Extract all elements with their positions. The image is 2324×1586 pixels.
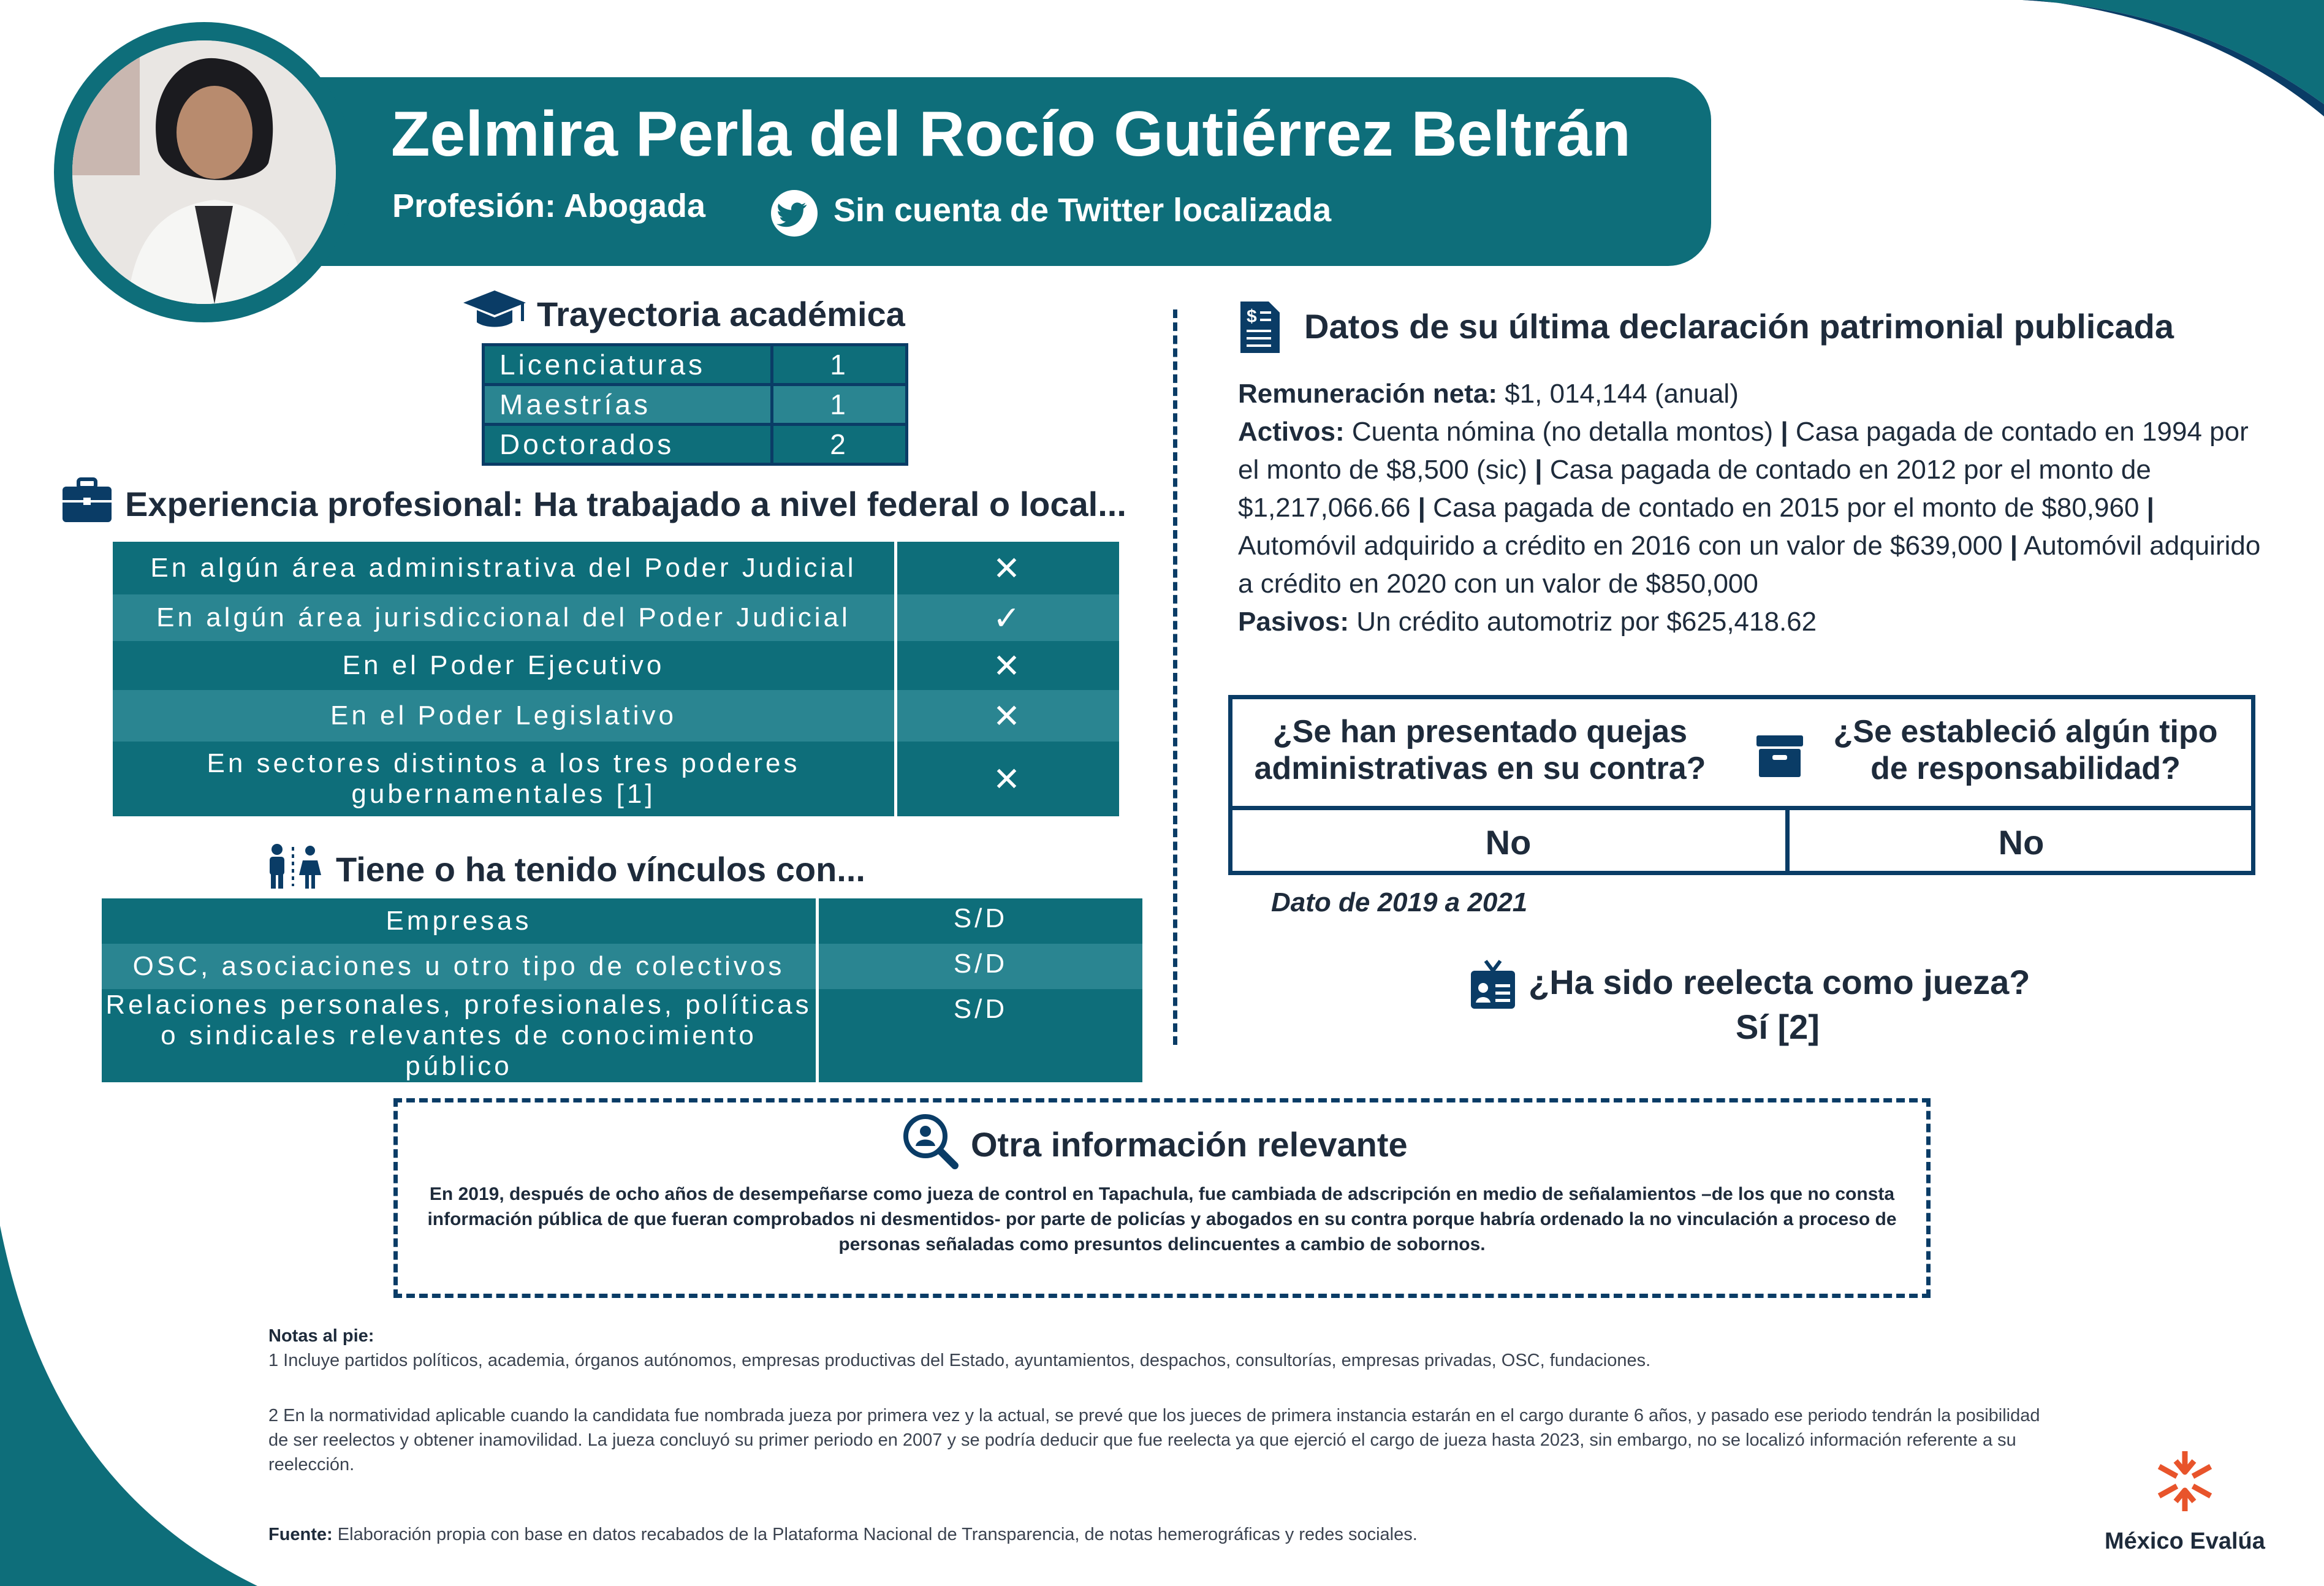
experience-label: En algún área administrativa del Poder Judicial [113, 542, 896, 594]
table-row [113, 641, 1119, 690]
table-row [102, 898, 1142, 944]
assets-label: Activos: [1238, 417, 1345, 447]
links-value: S/D [818, 944, 1143, 989]
links-table [102, 898, 1142, 1082]
profession-label: Profesión: Abogada [392, 188, 706, 224]
academic-value: 2 [772, 425, 907, 465]
links-label-line1: Relaciones personales, profesionales, políticas [105, 990, 812, 1020]
experience-label: En el Poder Ejecutivo [113, 641, 896, 690]
briefcase-icon [61, 477, 113, 523]
complaints-question [1244, 713, 1716, 787]
academic-label: Maestrías [484, 385, 772, 425]
profile-photo [72, 40, 336, 304]
logo-text: México Evalúa [2105, 1528, 2265, 1554]
experience-title: Experiencia profesional: Ha trabajado a nivel federal o local... [125, 485, 1126, 523]
separator: | [2010, 531, 2018, 561]
candidate-name: Zelmira Perla del Rocío Gutiérrez Beltrán [391, 99, 1631, 170]
cross-icon: ✕ [896, 542, 1120, 594]
archive-box-icon [1754, 733, 1806, 780]
other-info-title: Otra información relevante [971, 1125, 1408, 1164]
footnote-2: 2 En la normatividad aplicable cuando la candidata fue nombrada jueza por primera vez y la actual, se prevé que los jueces de primera instancia estarán en el cargo durante 6 años, y pasado ese periodo tendrán la posibilidad de ser reelectos y obtener inamovilidad. La jueza concluyó su primer periodo en 2007 y se podría deducir que fue reelecta ya que ejerció el cargo de jueza hasta 2023, sin embargo, no se localizó información referente a su reelección. [268, 1406, 2040, 1474]
experience-label: En algún área jurisdiccional del Poder Judicial [113, 594, 896, 641]
asset-item: Casa pagada de contado en 2015 por el monto de $80,960 [1433, 493, 2140, 523]
asset-item: Automóvil adquirido a crédito en 2020 con un valor de $850,000 [1238, 531, 2261, 599]
svg-text:$: $ [1247, 306, 1257, 327]
asset-item: Cuenta nómina (no detalla montos) [1351, 417, 1774, 447]
complaints-answer: No [1485, 823, 1532, 862]
separator: | [1780, 417, 1788, 447]
asset-item: Casa pagada de contado en 2012 por el monto de $1,217,066.66 [1238, 455, 2151, 523]
check-icon: ✓ [896, 594, 1120, 641]
liabilities-value: Un crédito automotriz por $625,418.62 [1356, 607, 1817, 637]
notes-title: Notas al pie: [268, 1326, 374, 1346]
responsibility-question-line2: de responsabilidad? [1870, 751, 2181, 786]
table-row [113, 690, 1119, 742]
id-badge-icon [1470, 960, 1516, 1010]
links-label: OSC, asociaciones u otro tipo de colectivos [102, 944, 818, 989]
declaration-body [1238, 375, 2268, 641]
academic-value: 1 [772, 345, 907, 385]
experience-label: En el Poder Legislativo [113, 690, 896, 742]
source-note [268, 1522, 2058, 1547]
table-row [102, 944, 1142, 989]
asset-item: Automóvil adquirido a crédito en 2016 con un valor de $639,000 [1238, 531, 2003, 561]
document-icon [1238, 300, 1282, 354]
table-row [113, 742, 1119, 816]
table-row [102, 989, 1142, 1082]
separator: | [2146, 493, 2154, 523]
experience-label [113, 742, 896, 816]
links-label [102, 989, 818, 1082]
complaints-question-line2: administrativas en su contra? [1254, 751, 1706, 786]
responsibility-answer: No [1998, 823, 2045, 862]
experience-label-line2: gubernamentales [1] [351, 779, 656, 809]
academic-label: Licenciaturas [484, 345, 772, 385]
reelection-question: ¿Ha sido reelecta como jueza? [1528, 963, 2030, 1001]
remuneration-label: Remuneración neta: [1238, 379, 1497, 409]
declaration-title: Datos de su última declaración patrimonial publicada [1304, 307, 2174, 346]
table-row [484, 385, 907, 425]
liabilities-label: Pasivos: [1238, 607, 1349, 637]
separator: | [1418, 493, 1426, 523]
twitter-icon [771, 190, 818, 237]
experience-label-line1: En sectores distintos a los tres poderes [207, 748, 800, 778]
remuneration-value: $1, 014,144 (anual) [1505, 379, 1739, 409]
links-label-line2: o sindicales relevantes de conocimiento público [161, 1020, 757, 1081]
search-person-icon [902, 1113, 959, 1169]
people-icon [264, 843, 325, 890]
responsibility-question [1820, 713, 2231, 787]
twitter-status: Sin cuenta de Twitter localizada [834, 192, 1332, 229]
links-label: Empresas [102, 898, 818, 944]
cross-icon: ✕ [896, 641, 1120, 690]
academic-title: Trayectoria académica [537, 295, 905, 333]
other-info-text: En 2019, después de ocho años de desempeñarse como jueza de control en Tapachula, fue cambiada de adscripción en medio de señalamientos –de los que no consta información pública de que fueran comprobados ni desmentidos- por parte de policías y abogados en su contra porque habría ordenado la no vinculación a proceso de personas señaladas como presuntos delincuentes a cambio de sobornos. [427, 1184, 1897, 1254]
links-value: S/D [818, 898, 1143, 944]
academic-label: Doctorados [484, 425, 772, 465]
academic-table [482, 343, 908, 466]
source-text: Elaboración propia con base en datos recabados de la Plataforma Nacional de Transparencia, de notas hemerográficas y redes sociales. [337, 1525, 1418, 1544]
responsibility-question-line1: ¿Se estableció algún tipo [1833, 714, 2218, 749]
column-divider [1173, 309, 1177, 1045]
table-row [484, 425, 907, 465]
cross-icon: ✕ [896, 690, 1120, 742]
links-title: Tiene o ha tenido vínculos con... [336, 850, 865, 889]
mexico-evalua-logo [2151, 1448, 2219, 1515]
table-row [113, 542, 1119, 594]
academic-value: 1 [772, 385, 907, 425]
data-period-note: Dato de 2019 a 2021 [1271, 887, 1528, 917]
separator: | [1535, 455, 1543, 485]
links-value: S/D [818, 989, 1143, 1082]
table-row [113, 594, 1119, 641]
footnote-1: 1 Incluye partidos políticos, academia, órganos autónomos, empresas productivas del Estado, ayuntamientos, despachos, consultorías, empresas privadas, OSC, fundaciones. [268, 1351, 1651, 1370]
table-row [484, 345, 907, 385]
graduation-cap-icon [461, 288, 528, 331]
box-divider-h [1232, 806, 2251, 810]
complaints-question-line1: ¿Se han presentado quejas [1272, 714, 1688, 749]
experience-table [113, 542, 1119, 816]
cross-icon: ✕ [896, 742, 1120, 816]
asset-item: Casa pagada de contado en 1994 por el monto de $8,500 (sic) [1238, 417, 2249, 485]
source-label: Fuente: [268, 1525, 333, 1544]
reelection-answer: Sí [2] [1736, 1007, 1820, 1046]
